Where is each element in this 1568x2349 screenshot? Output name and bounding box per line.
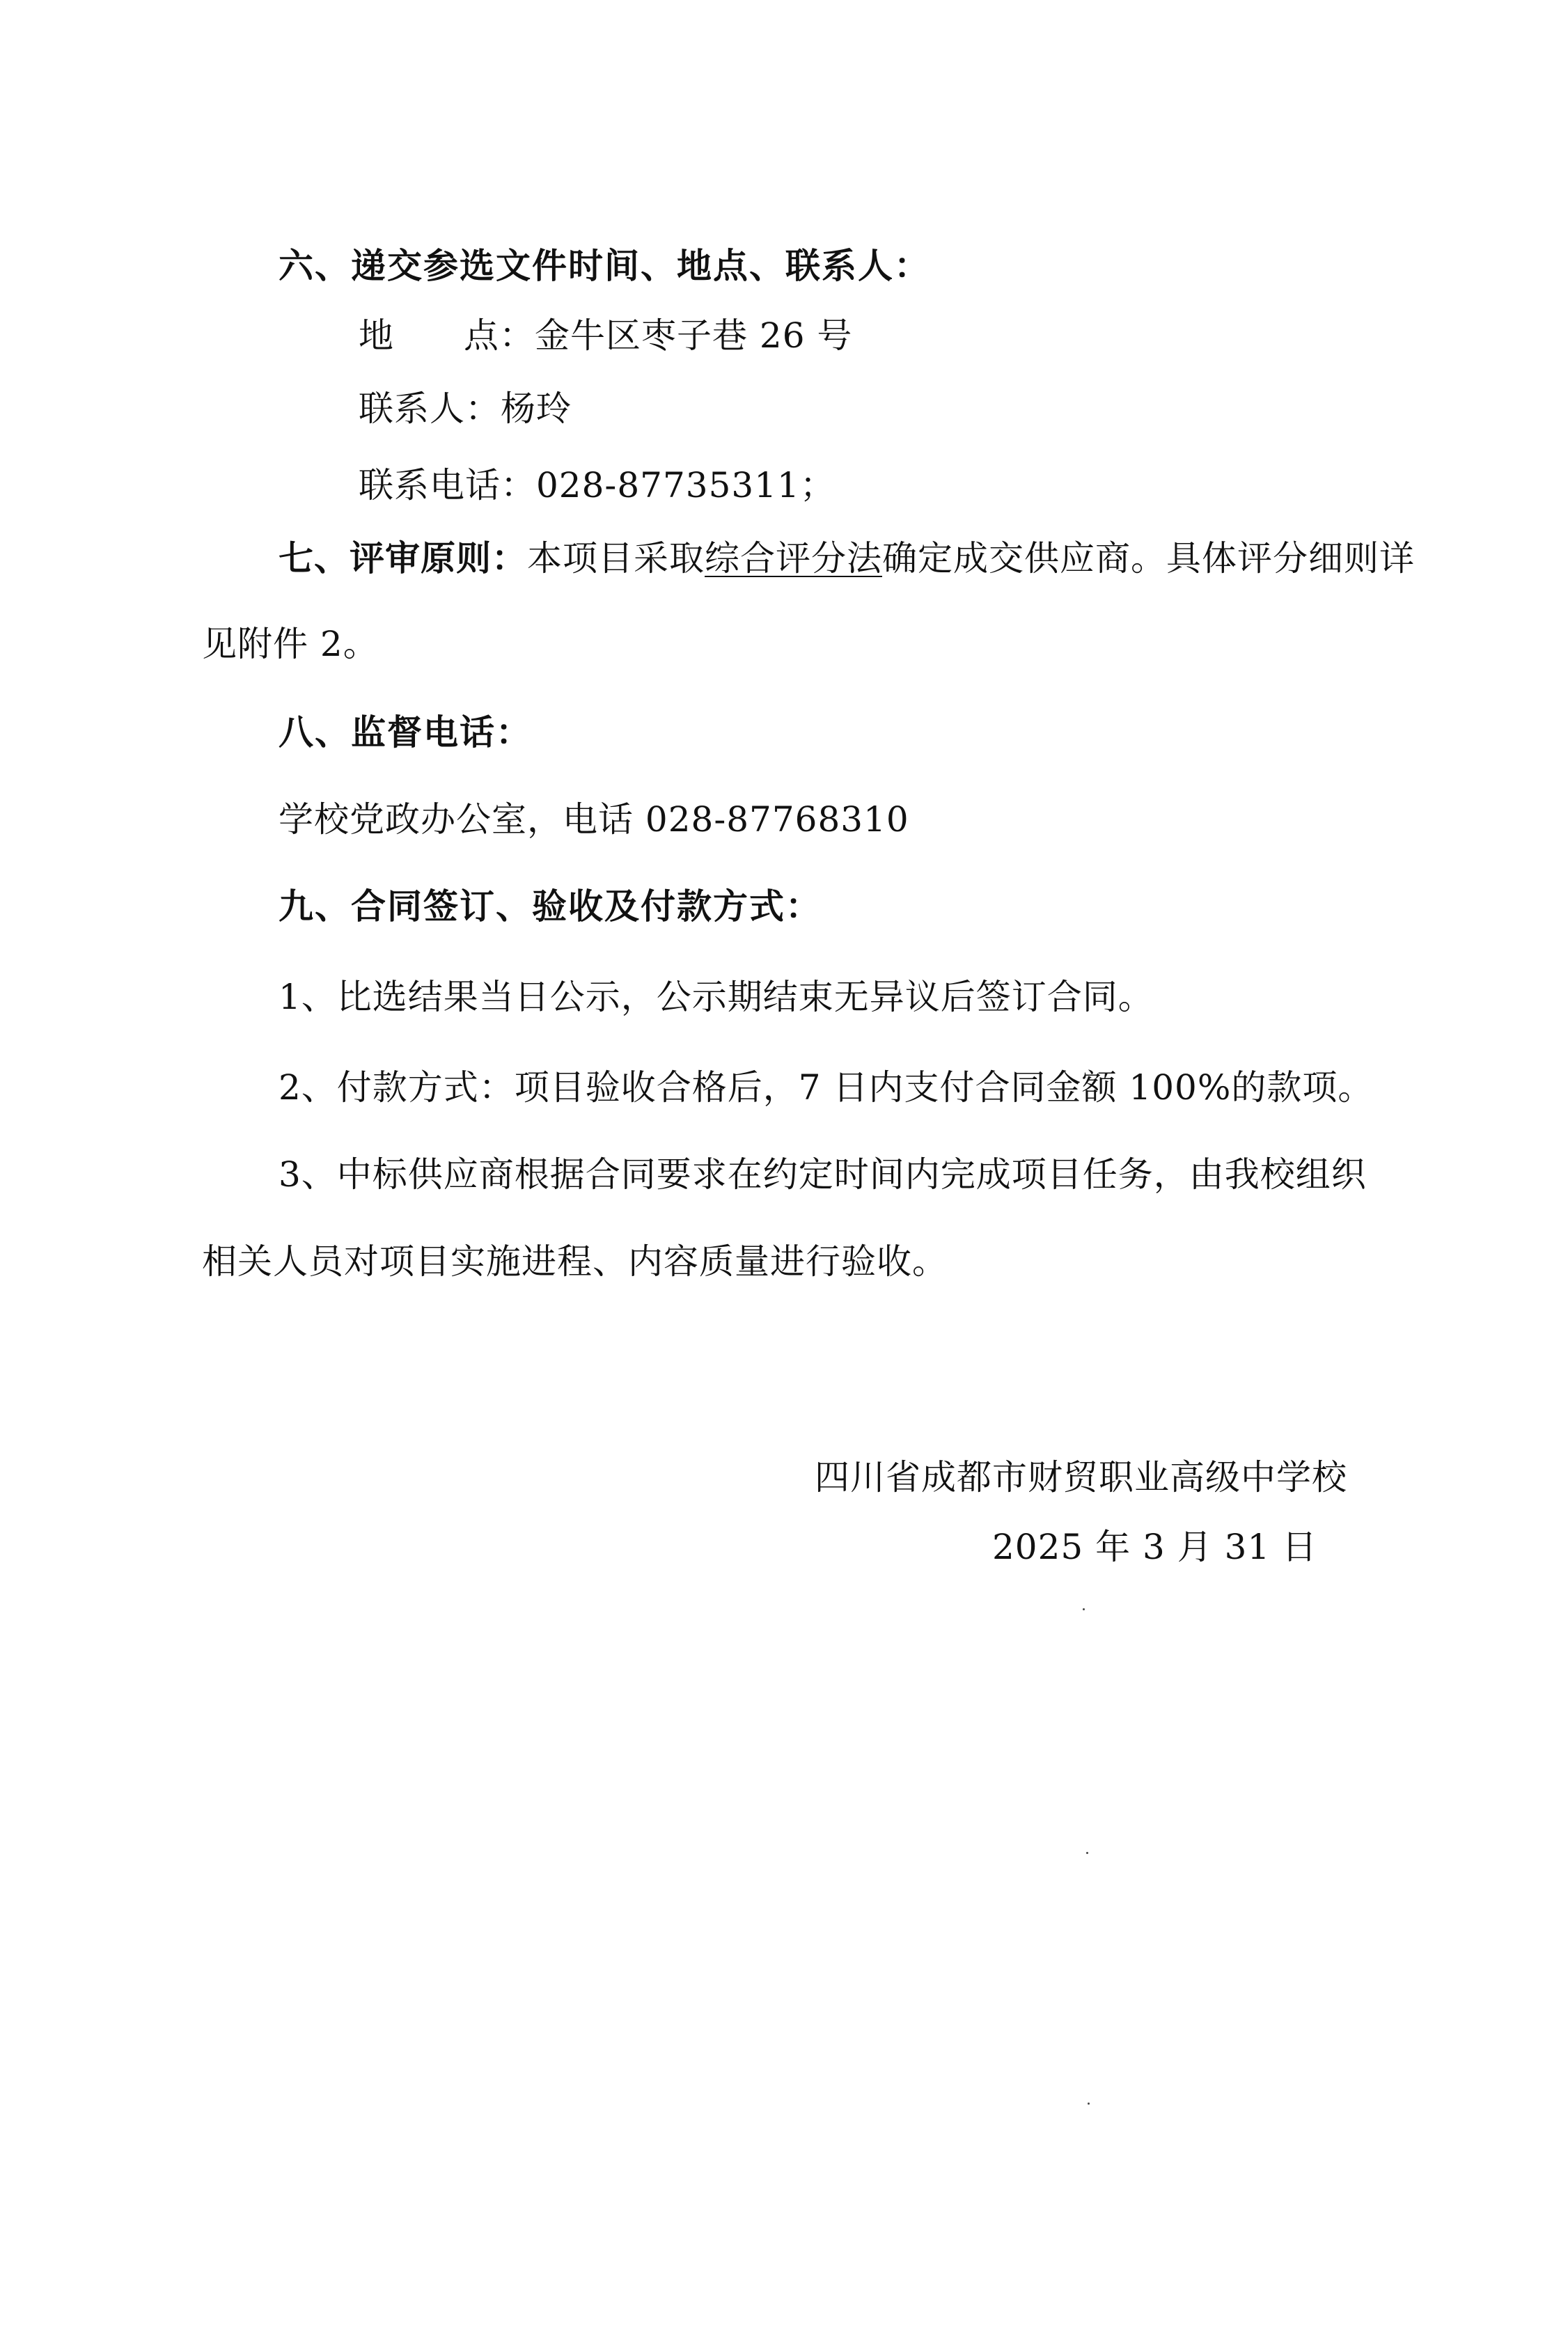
contact-value: 杨玲 — [501, 388, 572, 429]
contact-label: 联系人： — [359, 388, 501, 429]
section9-item2: 2、付款方式：项目验收合格后，7 日内支付合同金额 100%的款项。 — [279, 1067, 1374, 1108]
signature-date: 2025 年 3 月 31 日 — [992, 1527, 1318, 1567]
section9-item3-line1: 3、中标供应商根据合同要求在约定时间内完成项目任务，由我校组织 — [279, 1154, 1367, 1195]
section9-item1: 1、比选结果当日公示，公示期结束无异议后签订合同。 — [279, 977, 1154, 1017]
signature-organization: 四川省成都市财贸职业高级中学校 — [815, 1457, 1347, 1498]
location-label-a: 地 — [359, 315, 394, 356]
phone-line — [359, 463, 836, 508]
location-value: 金牛区枣子巷 26 号 — [535, 315, 853, 356]
phone-value: 028-87735311； — [536, 465, 836, 505]
section7-paragraph — [279, 536, 1415, 581]
section9-item3-line2: 相关人员对项目实施进程、内容质量进行验收。 — [202, 1241, 948, 1282]
section7-text-before: 本项目采取 — [527, 538, 705, 579]
location-label-b: 点： — [464, 315, 535, 356]
scan-speck — [1083, 1608, 1085, 1610]
section9-heading: 九、合同签订、验收及付款方式： — [279, 886, 822, 927]
section7-text-after: 确定成交供应商。具体评分细则详 — [882, 538, 1415, 579]
section7-heading: 七、评审原则： — [279, 538, 527, 579]
section8-text: 学校党政办公室，电话 028-87768310 — [279, 799, 909, 840]
phone-label: 联系电话： — [359, 465, 536, 505]
scan-speck — [1086, 1852, 1088, 1854]
evaluation-method: 综合评分法 — [705, 538, 882, 579]
scan-speck — [1088, 2103, 1090, 2105]
section7-continuation: 见附件 2。 — [202, 624, 379, 664]
section8-heading: 八、监督电话： — [279, 712, 532, 753]
section6-heading: 六、递交参选文件时间、地点、联系人： — [279, 246, 930, 286]
contact-line — [359, 386, 572, 431]
location-line — [359, 313, 852, 358]
